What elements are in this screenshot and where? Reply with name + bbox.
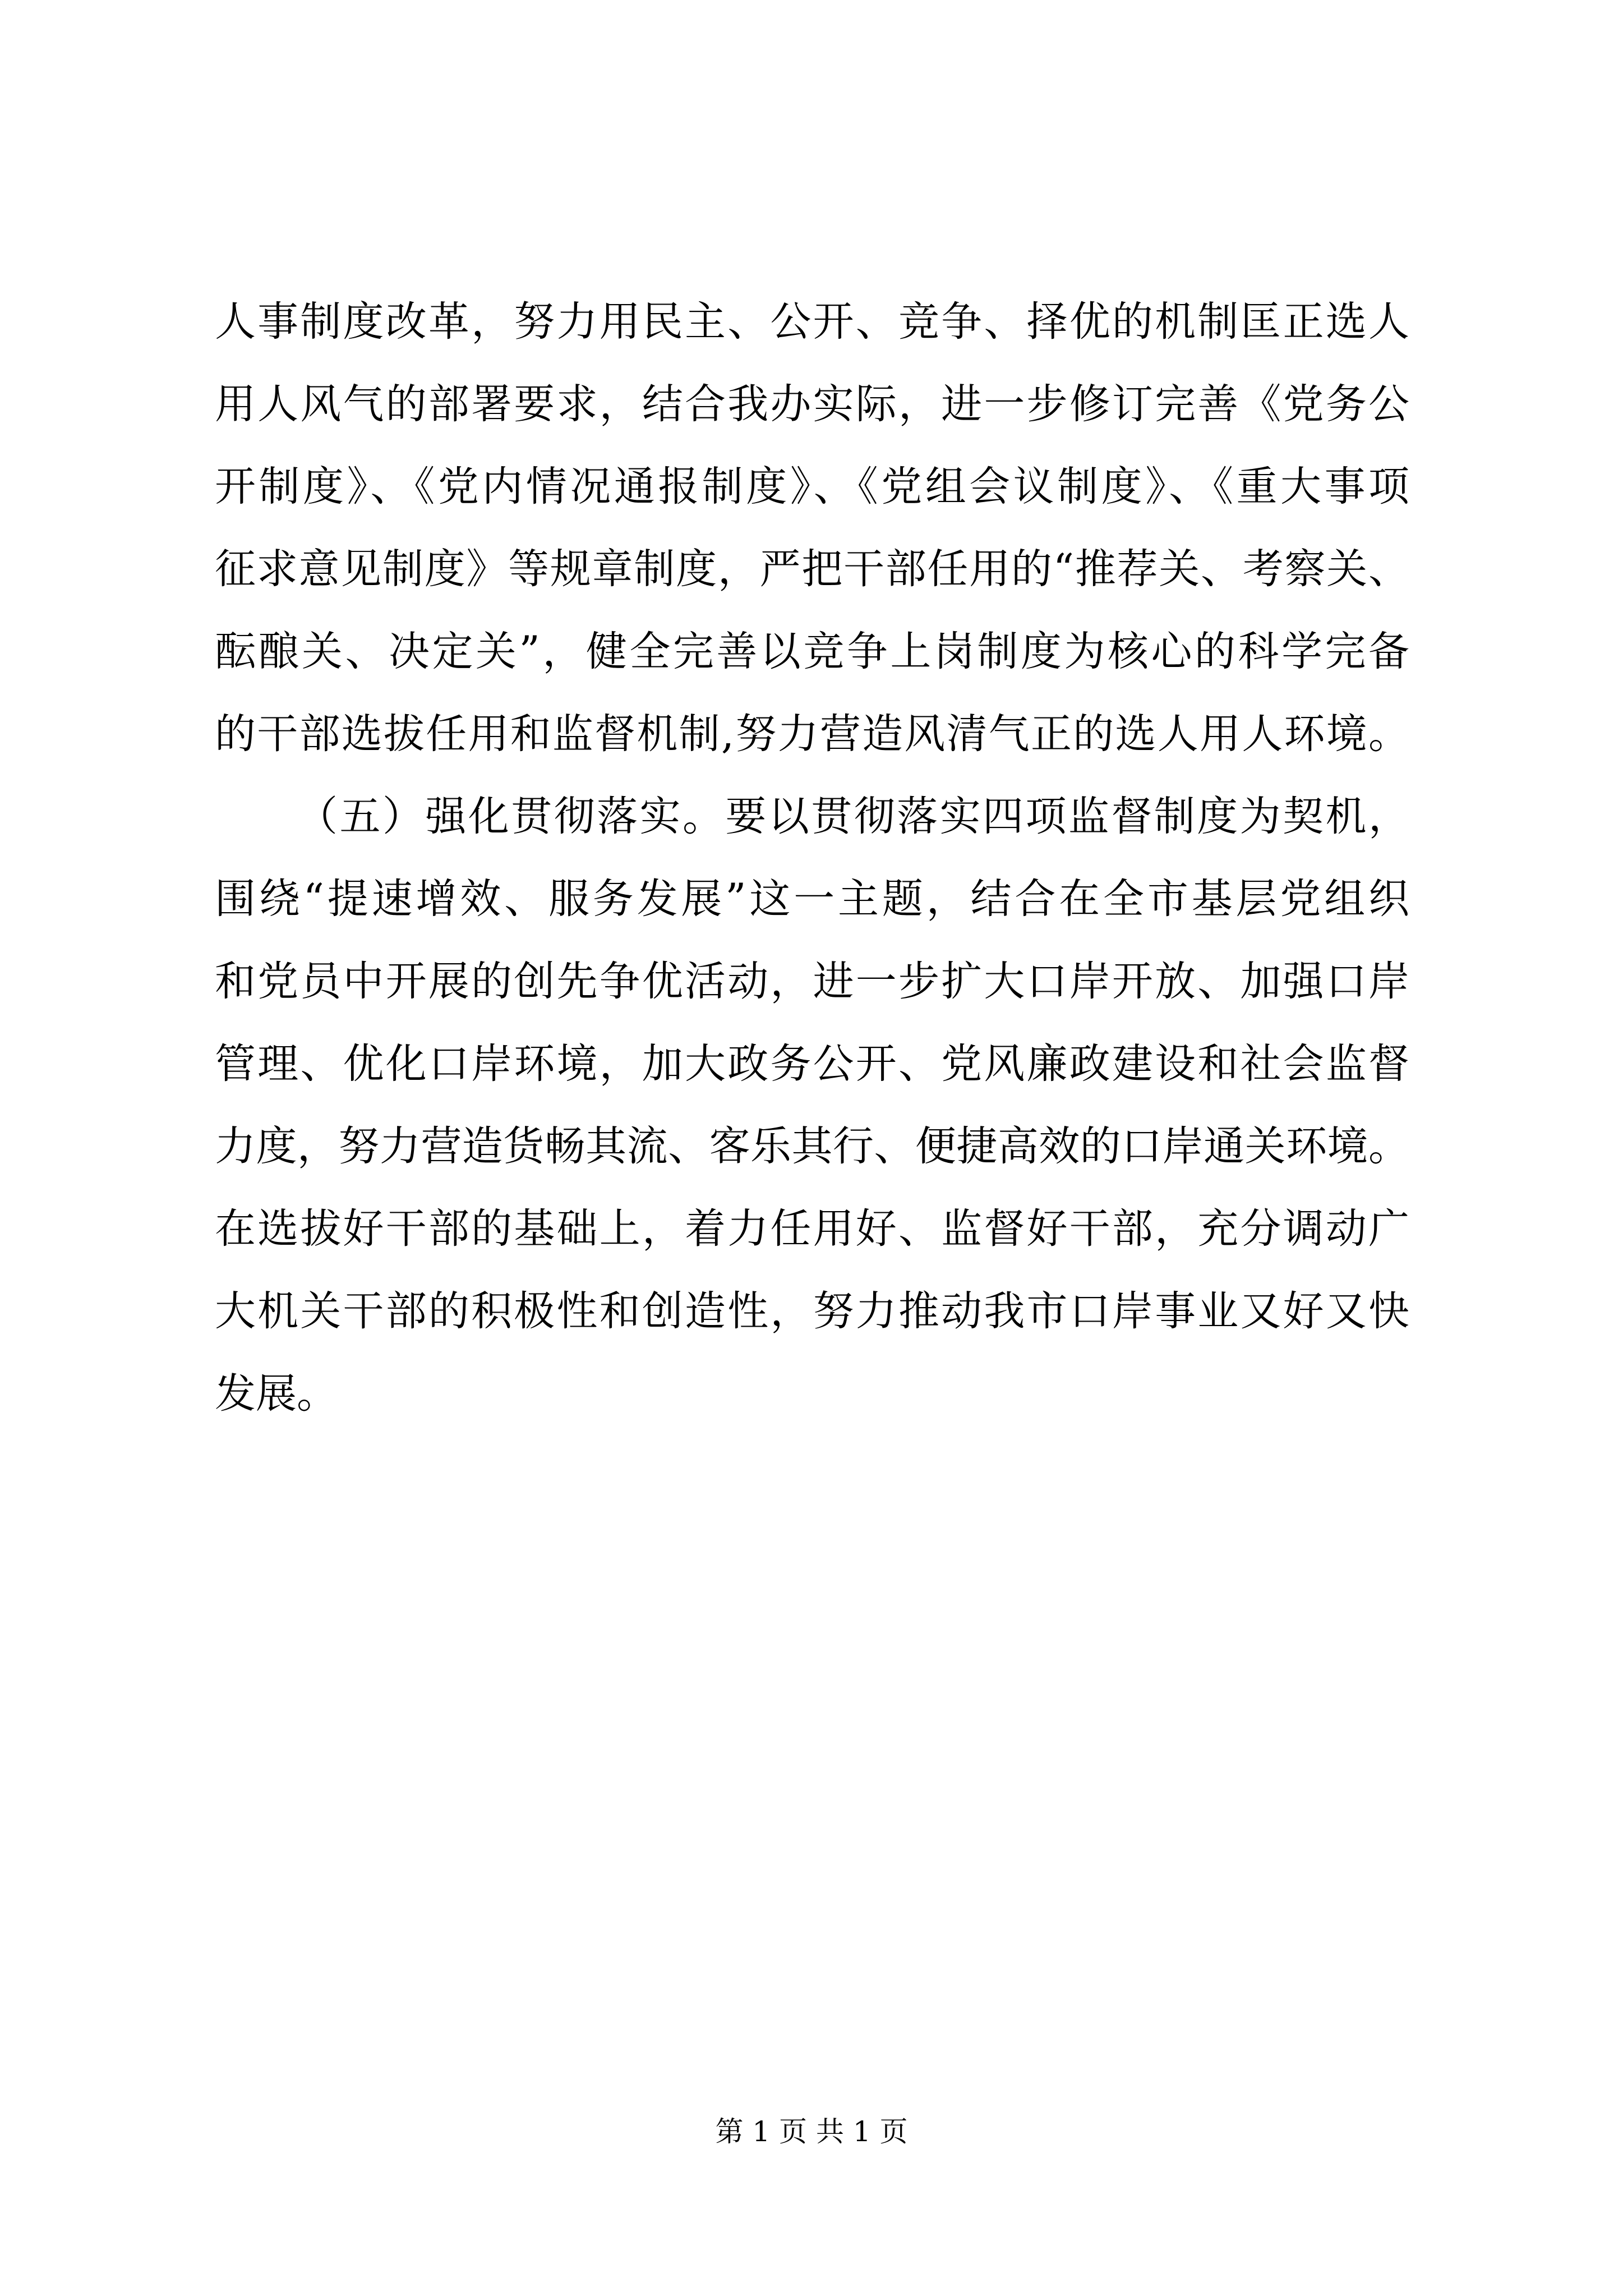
paragraph-2-line: 在选拔好干部的基础上，着力任用好、监督好干部，充分调动广 bbox=[215, 1205, 1409, 1253]
body-text bbox=[215, 280, 1409, 1435]
paragraph-2-line: 和党员中开展的创先争优活动，进一步扩大口岸开放、加强口岸 bbox=[215, 958, 1409, 1005]
paragraph-1-line: 酝酿关、决定关”，健全完善以竞争上岗制度为核心的科学完备 bbox=[215, 628, 1409, 675]
paragraph-1-line: 人事制度改革，努力用民主、公开、竞争、择优的机制匡正选人 bbox=[215, 298, 1409, 346]
paragraph-2-line: （五）强化贯彻落实。要以贯彻落实四项监督制度为契机， bbox=[297, 793, 1409, 840]
paragraph-1-line: 用人风气的部署要求，结合我办实际，进一步修订完善《党务公 bbox=[215, 380, 1409, 428]
paragraph-1-line: 的干部选拔任用和监督机制,努力营造风清气正的选人用人环境。 bbox=[215, 710, 1409, 758]
paragraph-2-line: 围绕“提速增效、服务发展”这一主题，结合在全市基层党组织 bbox=[215, 875, 1409, 923]
paragraph-1-line: 开制度》、《党内情况通报制度》、《党组会议制度》、《重大事项 bbox=[215, 463, 1409, 510]
paragraph-2-line: 发展。 bbox=[215, 1370, 338, 1418]
paragraph-2-line: 力度，努力营造货畅其流、客乐其行、便捷高效的口岸通关环境。 bbox=[215, 1122, 1409, 1170]
page-number-footer: 第 1 页 共 1 页 bbox=[715, 2115, 908, 2148]
paragraph-2-line: 大机关干部的积极性和创造性，努力推动我市口岸事业又好又快 bbox=[215, 1287, 1409, 1335]
paragraph-1-line: 征求意见制度》等规章制度，严把干部任用的“推荐关、考察关、 bbox=[215, 545, 1409, 593]
paragraph-2-line: 管理、优化口岸环境，加大政务公开、党风廉政建设和社会监督 bbox=[215, 1040, 1409, 1088]
